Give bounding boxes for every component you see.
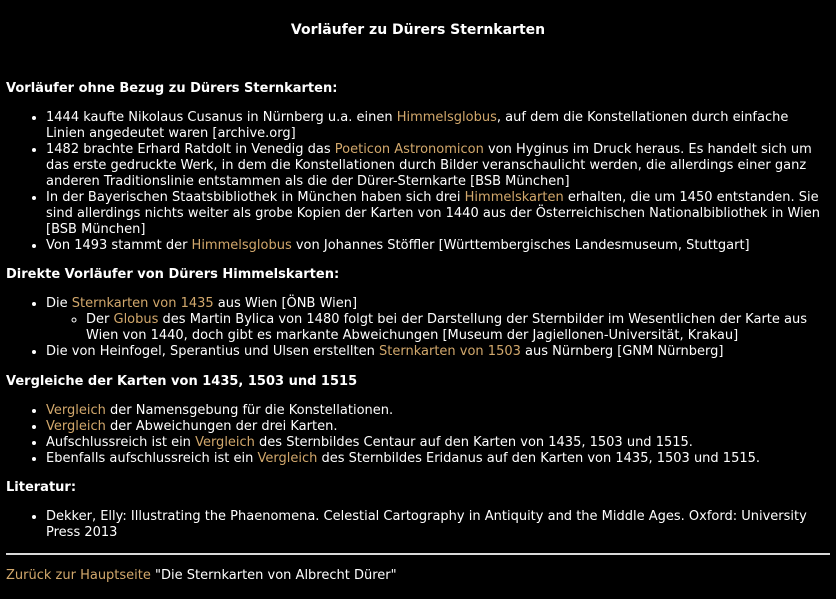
page-title: Vorläufer zu Dürers Sternkarten xyxy=(290,22,546,38)
section-heading-comparisons: Vergleiche der Karten von 1435, 1503 und 1515 xyxy=(6,374,358,389)
link-sternkarten-1435[interactable]: Sternkarten von 1435 xyxy=(71,296,214,311)
list-item: • In der Bayerischen Staatsbibliothek in München haben sich drei Himmelskarten erhalten, die um 1450 entstanden. Sie sind allerdings nichts weiter als grobe Kopien der Karten von 1440 aus der Österreichischen Nationalbibliothek in Wien [BSB München] xyxy=(46,190,830,238)
list-item: • Aufschlussreich ist ein Vergleich des Sternbildes Centaur auf den Karten von 1435, 1503 und 1515. xyxy=(46,435,830,451)
link-vergleich-centaur[interactable]: Vergleich xyxy=(195,435,255,450)
list-item: • Ebenfalls aufschlussreich ist ein Vergleich des Sternbildes Eridanus auf den Karten von 1435, 1503 und 1515. xyxy=(46,451,830,467)
link-himmelskarten[interactable]: Himmelskarten xyxy=(464,190,564,205)
list-item: • Die von Heinfogel, Sperantius und Ulsen erstellten Sternkarten von 1503 aus Nürnberg [GNM Nürnberg] xyxy=(46,344,830,360)
link-himmelsglobus-cusanus[interactable]: Himmelsglobus xyxy=(396,110,497,125)
link-vergleich-namensgebung[interactable]: Vergleich xyxy=(46,403,106,418)
sublist xyxy=(46,312,830,344)
divider xyxy=(6,553,830,555)
list-item: • Die Sternkarten von 1435 aus Wien [ÖNB Wien] ◦ Der Globus des Martin Bylica von 1480 folgt bei der Darstellung der Sternbilder im Wesentlichen der Karte aus Wien von 1440, doch gibt es markante Abweichungen [Museum der Jagiellonen-Universität, Krakau] xyxy=(46,296,830,344)
section-heading-precursors-unrelated: Vorläufer ohne Bezug zu Dürers Sternkarten: xyxy=(6,81,338,96)
list-item: • 1444 kaufte Nikolaus Cusanus in Nürnberg u.a. einen Himmelsglobus, auf dem die Konstellationen durch einfache Linien angedeutet waren [archive.org] xyxy=(46,110,830,142)
list-literature xyxy=(6,509,830,541)
list-comparisons xyxy=(6,403,830,467)
section-heading-direct-precursors: Direkte Vorläufer von Dürers Himmelskarten: xyxy=(6,267,340,282)
link-sternkarten-1503[interactable]: Sternkarten von 1503 xyxy=(379,344,521,359)
link-vergleich-eridanus[interactable]: Vergleich xyxy=(257,451,318,466)
link-vergleich-abweichungen[interactable]: Vergleich xyxy=(46,419,106,434)
list-item: • Vergleich der Namensgebung für die Konstellationen. xyxy=(46,403,830,419)
list-precursors-unrelated xyxy=(6,110,830,254)
list-item: • Vergleich der Abweichungen der drei Karten. xyxy=(46,419,830,435)
list-item: • Dekker, Elly: Illustrating the Phaenomena. Celestial Cartography in Antiquity and the Middle Ages. Oxford: University Press 2013 xyxy=(46,509,830,541)
footer: Zurück zur Hauptseite "Die Sternkarten von Albrecht Dürer" xyxy=(6,568,397,583)
link-globus-bylica[interactable]: Globus xyxy=(113,312,159,327)
sublist-item: ◦ Der Globus des Martin Bylica von 1480 folgt bei der Darstellung der Sternbilder im Wesentlichen der Karte aus Wien von 1440, doch gibt es markante Abweichungen [Museum der Jagiellonen-Universität, Krakau] xyxy=(86,312,830,344)
list-direct-precursors xyxy=(6,296,830,360)
link-poeticon-astronomicon[interactable]: Poeticon Astronomicon xyxy=(334,142,484,157)
link-himmelsglobus-stoeffler[interactable]: Himmelsglobus xyxy=(191,238,292,253)
back-to-home-link[interactable]: Zurück zur Hauptseite xyxy=(6,568,151,583)
list-item: • Von 1493 stammt der Himmelsglobus von Johannes Stöffler [Württembergisches Landesmuseum, Stuttgart] xyxy=(46,238,830,254)
section-heading-literature: Literatur: xyxy=(6,480,77,495)
list-item: • 1482 brachte Erhard Ratdolt in Venedig das Poeticon Astronomicon von Hyginus im Druck heraus. Es handelt sich um das erste gedruckte Werk, in dem die Konstellationen durch Bilder veranschaulicht werden, die allerdings einer ganz anderen Traditionslinie entstammen als die der Dürer-Sternkarte [BSB München] xyxy=(46,142,830,190)
